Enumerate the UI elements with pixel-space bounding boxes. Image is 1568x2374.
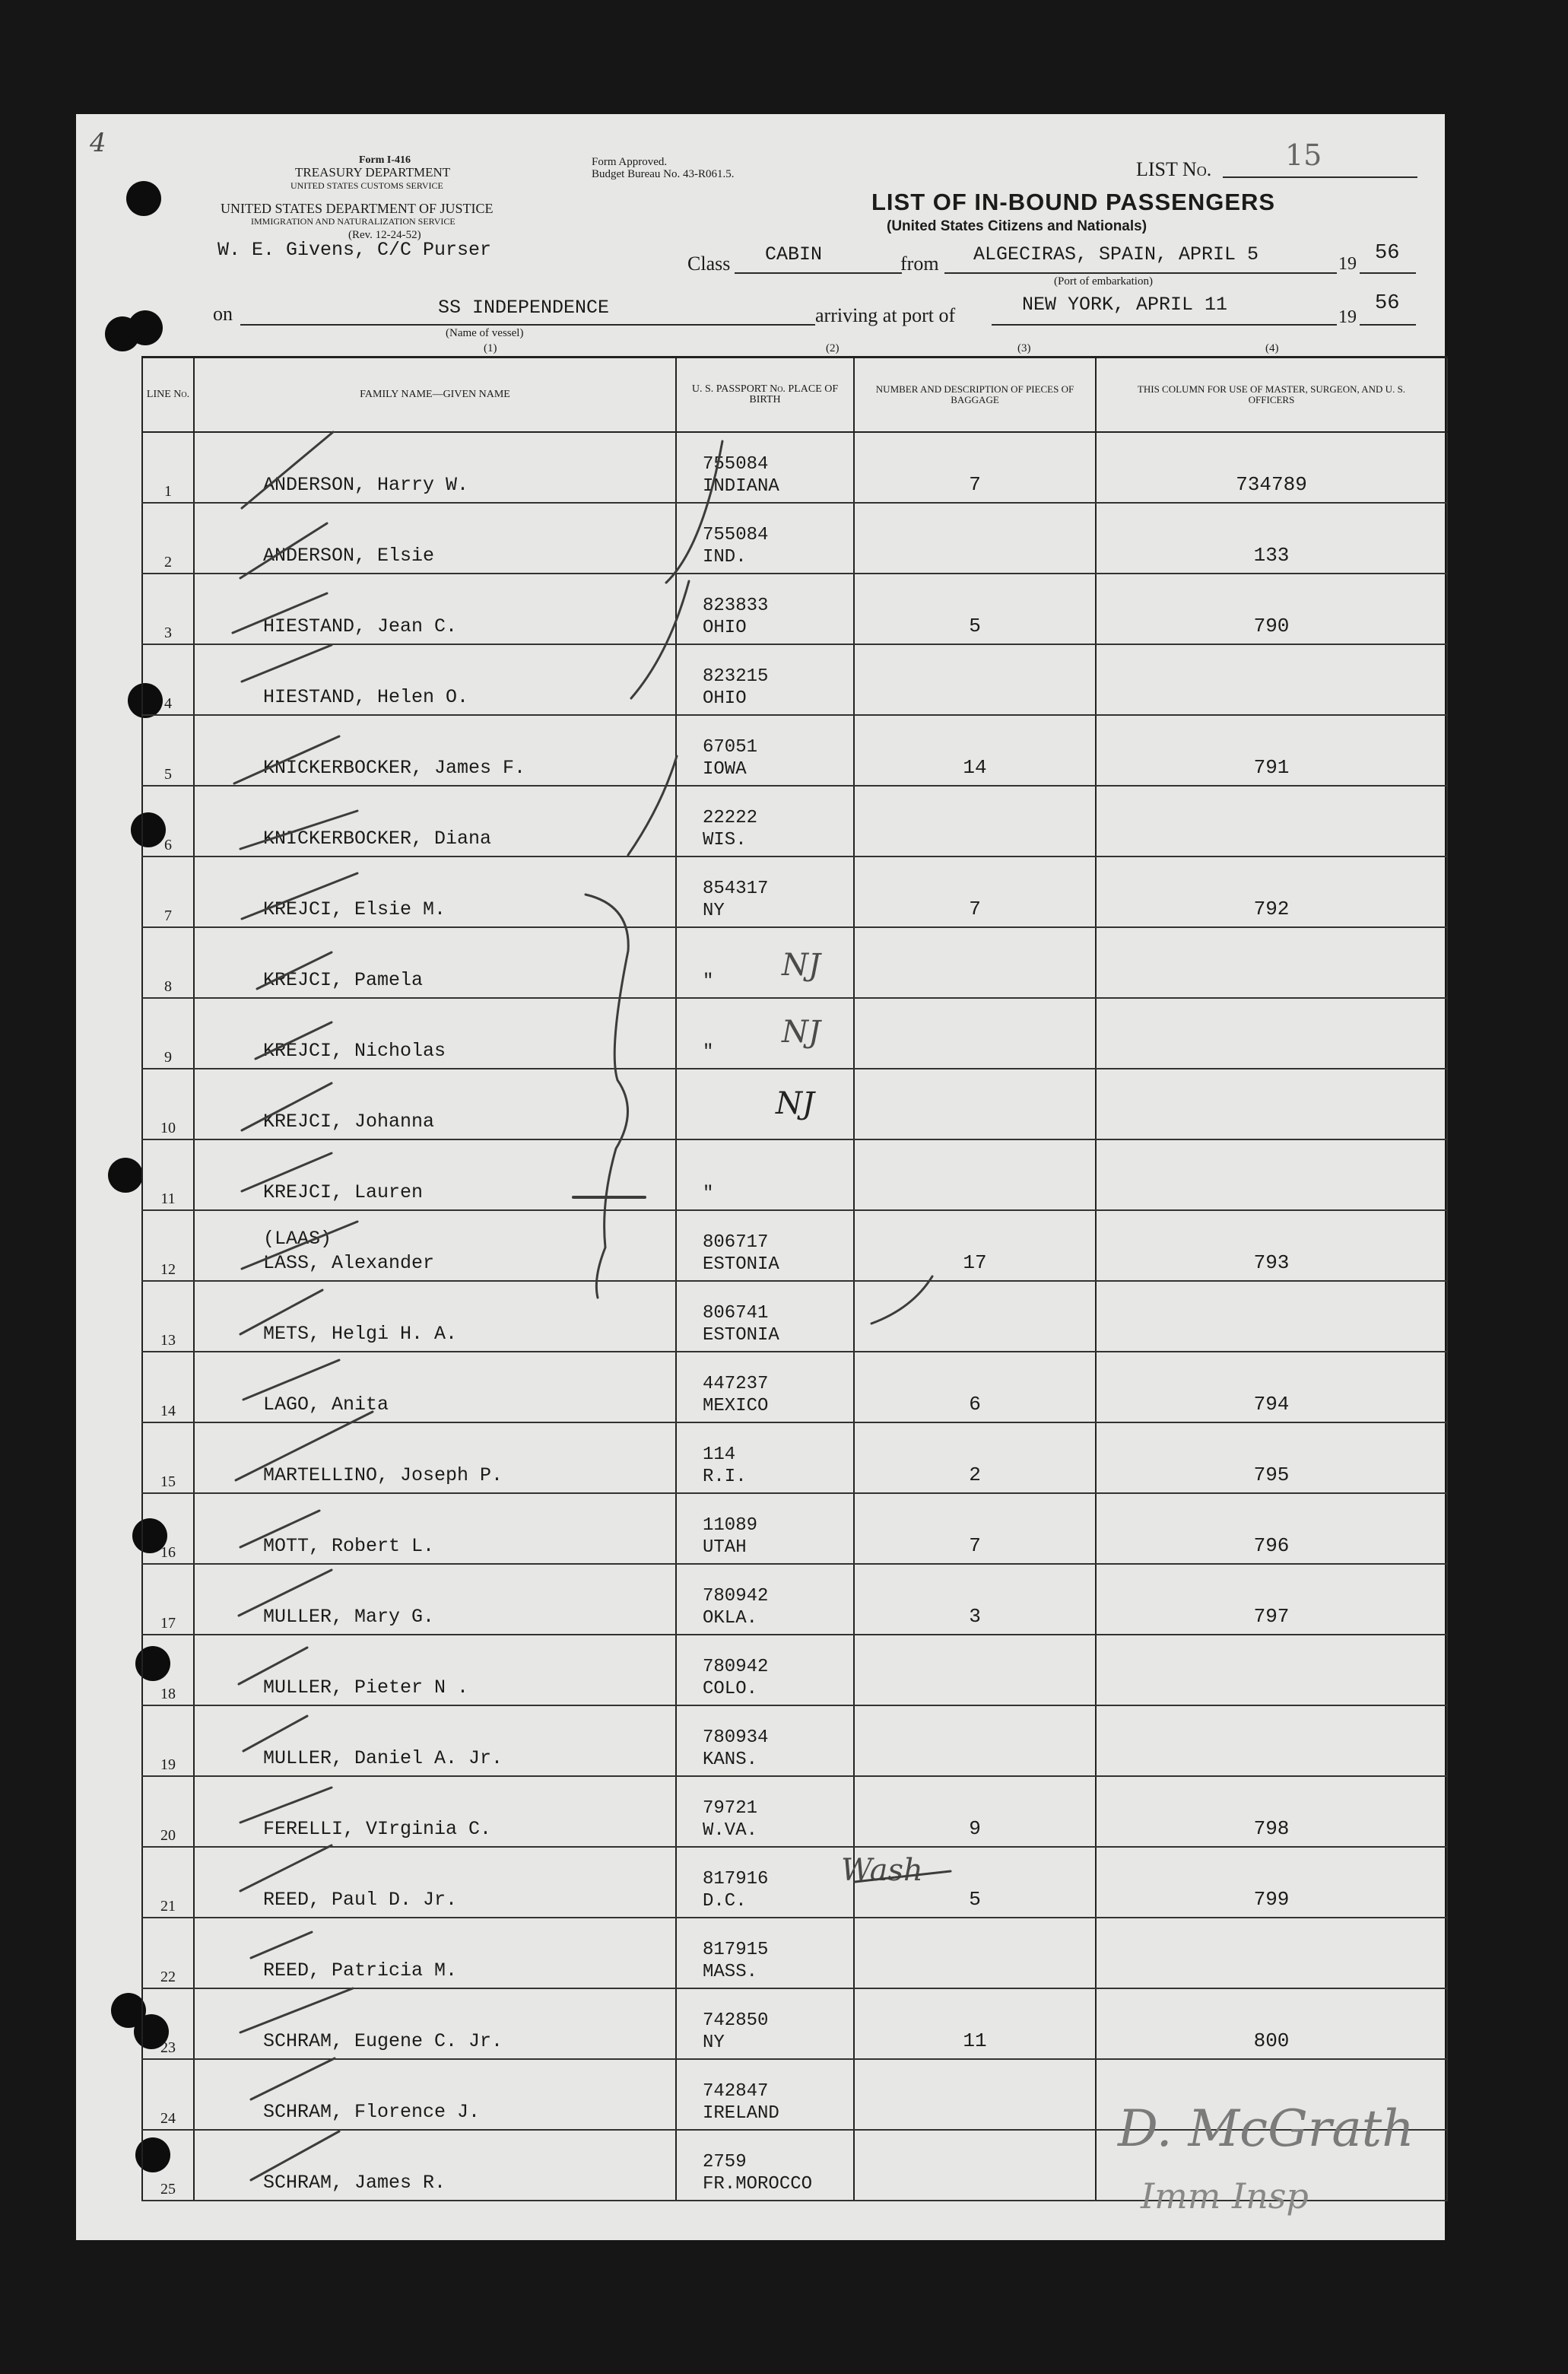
officer-number: 800 bbox=[1253, 2029, 1290, 2052]
place-of-birth: INDIANA bbox=[703, 476, 779, 497]
passenger-name: SCHRAM, Eugene C. Jr. bbox=[263, 2030, 503, 2052]
passenger-name: KREJCI, Elsie M. bbox=[263, 898, 446, 920]
passport-number: 2759 bbox=[703, 2152, 747, 2172]
passenger-name: KNICKERBOCKER, James F. bbox=[263, 757, 526, 779]
header-line-no: LINE No. bbox=[142, 358, 194, 433]
passport-number: 79721 bbox=[703, 1798, 758, 1819]
header-baggage: NUMBER AND DESCRIPTION OF PIECES OF BAGGAGE bbox=[854, 358, 1096, 433]
line-number: 15 bbox=[160, 1473, 176, 1490]
passport-number: 114 bbox=[703, 1444, 736, 1465]
col-num-1: (1) bbox=[484, 342, 497, 354]
line-number: 10 bbox=[160, 1120, 176, 1136]
passenger-name: LAGO, Anita bbox=[263, 1394, 389, 1416]
passport-number: 755084 bbox=[703, 525, 769, 545]
col-num-4: (4) bbox=[1265, 342, 1279, 354]
year-prefix-2: 19 bbox=[1338, 307, 1357, 327]
officer-number: 799 bbox=[1253, 1888, 1290, 1911]
passenger-name: HIESTAND, Jean C. bbox=[263, 615, 458, 637]
baggage-count: 2 bbox=[969, 1463, 981, 1486]
passport-number: 447237 bbox=[703, 1374, 769, 1394]
col-num-3: (3) bbox=[1017, 342, 1031, 354]
form-revision: (Rev. 12-24-52) bbox=[348, 229, 421, 241]
vessel-caption: (Name of vessel) bbox=[446, 327, 524, 339]
handwritten-nj: NJ bbox=[782, 948, 821, 983]
line-number: 20 bbox=[160, 1827, 176, 1844]
baggage-count: 5 bbox=[969, 1888, 981, 1911]
officer-number: 796 bbox=[1253, 1534, 1290, 1557]
passenger-name: HIESTAND, Helen O. bbox=[263, 686, 469, 708]
place-of-birth: MEXICO bbox=[703, 1396, 769, 1416]
line-number: 5 bbox=[164, 766, 172, 783]
list-no-label: LIST No. bbox=[1136, 158, 1212, 180]
from-label: from bbox=[900, 253, 939, 275]
baggage-count: 17 bbox=[963, 1251, 987, 1274]
place-of-birth: WIS. bbox=[703, 830, 747, 850]
passenger-name: FERELLI, VIrginia C. bbox=[263, 1818, 492, 1840]
place-of-birth: R.I. bbox=[703, 1467, 747, 1487]
passenger-name: KNICKERBOCKER, Diana bbox=[263, 828, 492, 850]
dept-line-2: UNITED STATES CUSTOMS SERVICE bbox=[290, 180, 443, 191]
place-of-birth: IOWA bbox=[703, 759, 747, 780]
passenger-name: KREJCI, Lauren bbox=[263, 1181, 424, 1203]
header-passport: U. S. PASSPORT No. PLACE OF BIRTH bbox=[676, 358, 854, 433]
page-number: 4 bbox=[90, 128, 106, 158]
place-of-birth: " bbox=[703, 1042, 714, 1063]
officer-number: 798 bbox=[1253, 1817, 1290, 1840]
baggage-count: 14 bbox=[963, 756, 987, 779]
passport-number: 823215 bbox=[703, 666, 769, 687]
line-number: 12 bbox=[160, 1261, 176, 1278]
place-of-birth: NY bbox=[703, 2032, 725, 2053]
line-number: 17 bbox=[160, 1615, 176, 1632]
passenger-name: KREJCI, Nicholas bbox=[263, 1040, 446, 1062]
purser: W. E. Givens, C/C Purser bbox=[217, 239, 492, 261]
passport-number: 22222 bbox=[703, 808, 758, 828]
place-of-birth: IND. bbox=[703, 547, 747, 567]
officer-number: 794 bbox=[1253, 1393, 1290, 1416]
passport-number: 817915 bbox=[703, 1940, 769, 1960]
passport-number: 11089 bbox=[703, 1515, 758, 1536]
year-prefix: 19 bbox=[1338, 254, 1357, 274]
passenger-name: REED, Patricia M. bbox=[263, 1959, 458, 1982]
place-of-birth: W.VA. bbox=[703, 1820, 758, 1841]
officer-number: 790 bbox=[1253, 615, 1290, 637]
port-caption: (Port of embarkation) bbox=[1054, 275, 1153, 288]
line-number: 19 bbox=[160, 1756, 176, 1773]
officer-number: 795 bbox=[1253, 1463, 1290, 1486]
vessel-name: SS INDEPENDENCE bbox=[438, 297, 610, 319]
line-number: 13 bbox=[160, 1332, 176, 1349]
header-family-name: FAMILY NAME—GIVEN NAME bbox=[194, 358, 676, 433]
arriving-value: NEW YORK, APRIL 11 bbox=[1022, 294, 1228, 316]
place-of-birth: COLO. bbox=[703, 1679, 758, 1699]
line-number: 7 bbox=[164, 907, 172, 924]
passport-number: 806717 bbox=[703, 1232, 769, 1253]
passport-number: 755084 bbox=[703, 454, 769, 475]
line-number: 6 bbox=[164, 837, 172, 853]
line-number: 16 bbox=[160, 1544, 176, 1561]
passport-number: 854317 bbox=[703, 879, 769, 899]
baggage-count: 6 bbox=[969, 1393, 981, 1416]
baggage-count: 3 bbox=[969, 1605, 981, 1628]
officer-number: 133 bbox=[1253, 544, 1290, 567]
place-of-birth: ESTONIA bbox=[703, 1254, 779, 1275]
passport-number: 817916 bbox=[703, 1869, 769, 1889]
col-num-2: (2) bbox=[826, 342, 840, 354]
handwritten-wash: Wash bbox=[841, 1853, 923, 1888]
passport-number: 780942 bbox=[703, 1657, 769, 1677]
passenger-name: MULLER, Pieter N . bbox=[263, 1676, 469, 1699]
line-number: 8 bbox=[164, 978, 172, 995]
handwritten-nj: NJ bbox=[776, 1086, 815, 1121]
baggage-count: 7 bbox=[969, 1534, 981, 1557]
name-correction: (LAAS) bbox=[263, 1228, 332, 1250]
dept-line-1: TREASURY DEPARTMENT bbox=[295, 165, 451, 180]
passenger-name: SCHRAM, Florence J. bbox=[263, 2101, 481, 2123]
passenger-name: ANDERSON, Elsie bbox=[263, 545, 435, 567]
dept-line-4: IMMIGRATION AND NATURALIZATION SERVICE bbox=[251, 216, 455, 227]
passenger-name: LASS, Alexander bbox=[263, 1252, 435, 1274]
passport-number: 806741 bbox=[703, 1303, 769, 1324]
passport-number: 67051 bbox=[703, 737, 758, 758]
line-number: 24 bbox=[160, 2110, 176, 2127]
place-of-birth: FR.MOROCCO bbox=[703, 2174, 813, 2194]
class-label: Class bbox=[687, 253, 731, 275]
arriving-label: arriving at port of bbox=[815, 304, 956, 326]
officer-number: 793 bbox=[1253, 1251, 1290, 1274]
line-number: 25 bbox=[160, 2181, 176, 2198]
signature-title: Imm Insp bbox=[1141, 2175, 1309, 2217]
passport-number: 780934 bbox=[703, 1727, 769, 1748]
form-number: Form I-416 bbox=[359, 154, 411, 166]
form-subtitle: (United States Citizens and Nationals) bbox=[887, 218, 1147, 234]
place-of-birth: OHIO bbox=[703, 618, 747, 638]
place-of-birth: UTAH bbox=[703, 1537, 747, 1558]
baggage-count: 9 bbox=[969, 1817, 981, 1840]
place-of-birth: " bbox=[703, 1184, 714, 1204]
from-value: ALGECIRAS, SPAIN, APRIL 5 bbox=[973, 243, 1259, 265]
place-of-birth: ESTONIA bbox=[703, 1325, 779, 1346]
baggage-count: 5 bbox=[969, 615, 981, 637]
form-title: LIST OF IN-BOUND PASSENGERS bbox=[871, 189, 1276, 215]
passport-number: 823833 bbox=[703, 596, 769, 616]
line-number: 2 bbox=[164, 554, 172, 570]
baggage-count: 11 bbox=[963, 2029, 987, 2052]
place-of-birth: " bbox=[703, 971, 714, 992]
passenger-name: MULLER, Mary G. bbox=[263, 1606, 435, 1628]
on-label: on bbox=[213, 303, 233, 325]
passport-number: 780942 bbox=[703, 1586, 769, 1607]
place-of-birth: OKLA. bbox=[703, 1608, 758, 1629]
line-number: 4 bbox=[164, 695, 172, 712]
class-value: CABIN bbox=[765, 243, 823, 265]
header-officers: THIS COLUMN FOR USE OF MASTER, SURGEON, AND U. S. OFFICERS bbox=[1096, 358, 1447, 433]
passenger-name: METS, Helgi H. A. bbox=[263, 1323, 458, 1345]
passenger-name: MULLER, Daniel A. Jr. bbox=[263, 1747, 503, 1769]
place-of-birth: KANS. bbox=[703, 1750, 758, 1770]
passport-number: 742847 bbox=[703, 2081, 769, 2102]
officer-number: 734789 bbox=[1236, 473, 1307, 496]
line-number: 1 bbox=[164, 483, 172, 500]
dept-line-3: UNITED STATES DEPARTMENT OF JUSTICE bbox=[221, 201, 494, 216]
line-number: 3 bbox=[164, 624, 172, 641]
line-number: 18 bbox=[160, 1686, 176, 1702]
passenger-name: SCHRAM, James R. bbox=[263, 2172, 446, 2194]
line-number: 9 bbox=[164, 1049, 172, 1066]
baggage-count: 7 bbox=[969, 898, 981, 920]
officer-number: 792 bbox=[1253, 898, 1290, 920]
form-approved: Form Approved. bbox=[592, 156, 668, 168]
place-of-birth: OHIO bbox=[703, 688, 747, 709]
passport-number: 742850 bbox=[703, 2010, 769, 2031]
line-number: 14 bbox=[160, 1403, 176, 1419]
list-no: 15 bbox=[1285, 138, 1322, 172]
signature: D. McGrath bbox=[1118, 2099, 1414, 2158]
passenger-name: KREJCI, Pamela bbox=[263, 969, 424, 991]
line-number: 22 bbox=[160, 1969, 176, 1985]
handwritten-nj: NJ bbox=[782, 1015, 821, 1050]
year-value: 56 bbox=[1375, 242, 1400, 265]
passenger-name: ANDERSON, Harry W. bbox=[263, 474, 469, 496]
place-of-birth: D.C. bbox=[703, 1891, 747, 1912]
place-of-birth: IRELAND bbox=[703, 2103, 779, 2124]
officer-number: 797 bbox=[1253, 1605, 1290, 1628]
passenger-name: KREJCI, Johanna bbox=[263, 1111, 435, 1133]
line-number: 11 bbox=[160, 1190, 176, 1207]
baggage-count: 7 bbox=[969, 473, 981, 496]
passenger-name: REED, Paul D. Jr. bbox=[263, 1889, 458, 1911]
place-of-birth: NY bbox=[703, 901, 725, 921]
place-of-birth: MASS. bbox=[703, 1962, 758, 1982]
line-number: 23 bbox=[160, 2039, 176, 2056]
passenger-name: MARTELLINO, Joseph P. bbox=[263, 1464, 503, 1486]
budget-bureau: Budget Bureau No. 43-R061.5. bbox=[592, 168, 735, 180]
year-value-2: 56 bbox=[1375, 292, 1400, 315]
line-number: 21 bbox=[160, 1898, 176, 1915]
officer-number: 791 bbox=[1253, 756, 1290, 779]
passenger-name: MOTT, Robert L. bbox=[263, 1535, 435, 1557]
